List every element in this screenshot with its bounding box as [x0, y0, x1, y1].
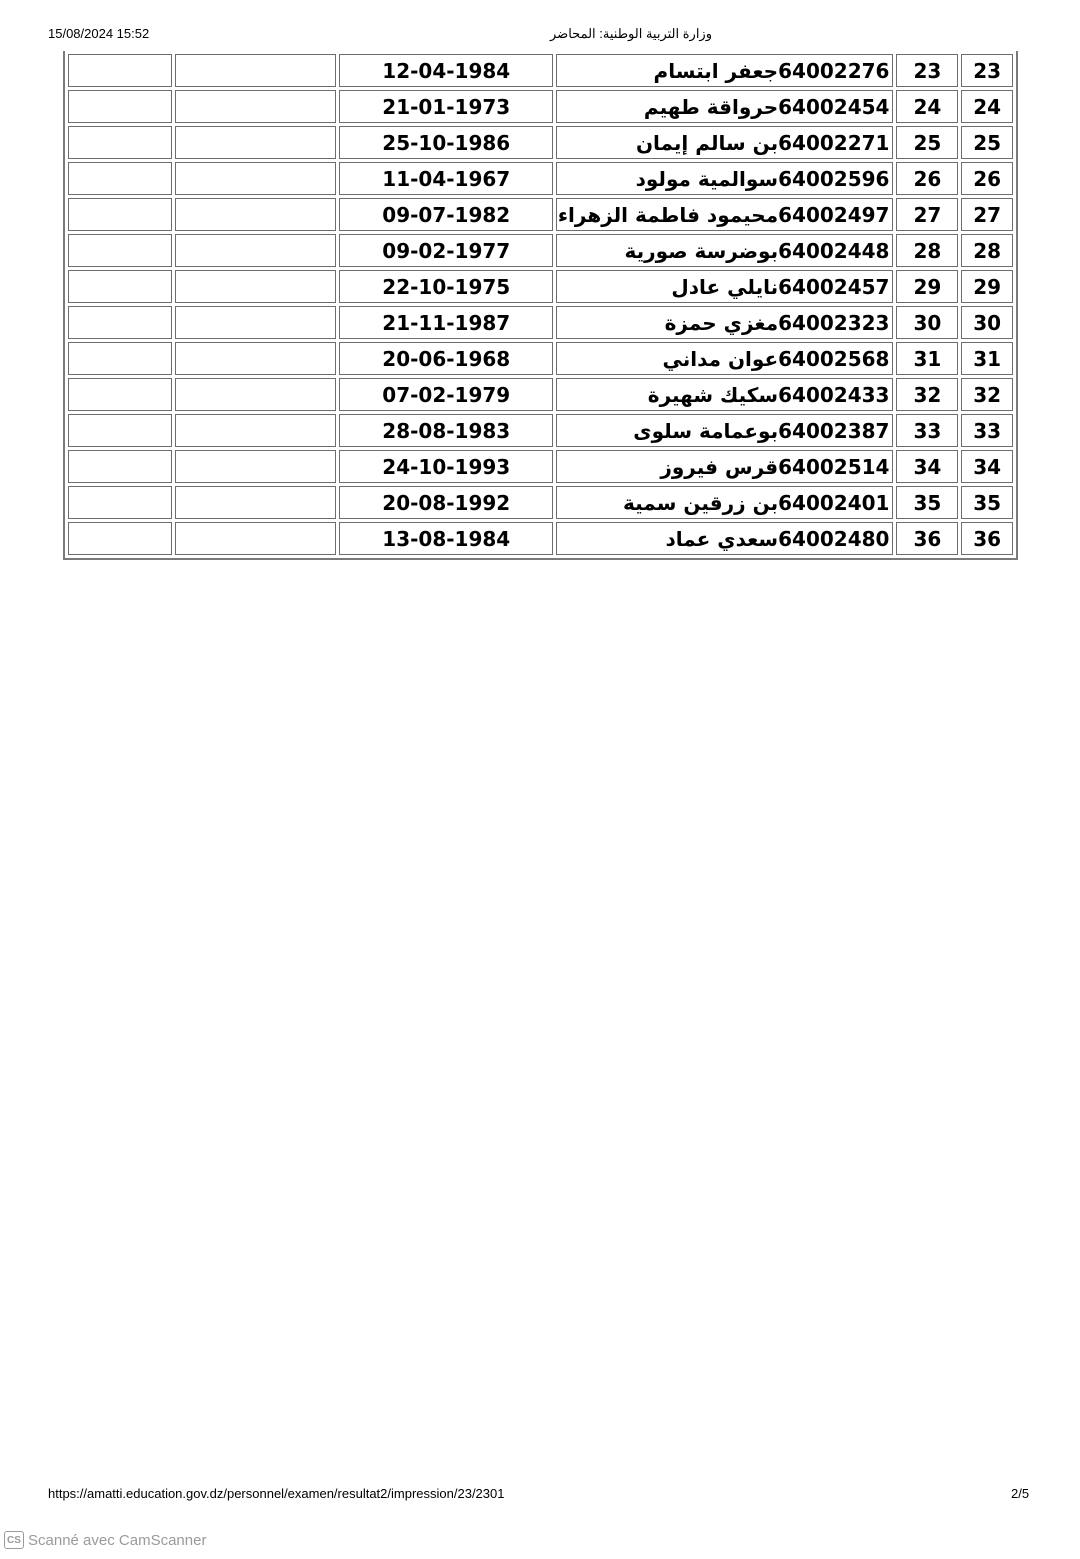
print-title: وزارة التربية الوطنية: المحاضر [550, 26, 712, 41]
empty-cell [68, 126, 172, 159]
candidate-name: بوعمامة سلوى [633, 418, 779, 443]
birth-date-cell: 11-04-1967 [339, 162, 553, 195]
camscanner-watermark [4, 1531, 206, 1549]
rank-cell: 35 [896, 486, 958, 519]
candidate-id: 64002433 [778, 382, 890, 407]
empty-cell [175, 342, 337, 375]
table-row [68, 486, 1013, 519]
candidate-name: جعفر ابتسام [653, 58, 779, 83]
rank-cell: 28 [896, 234, 958, 267]
candidate-name: حرواقة طهيم [643, 94, 779, 119]
empty-cell [68, 414, 172, 447]
birth-date-cell: 09-07-1982 [339, 198, 553, 231]
candidate-name: مغزي حمزة [664, 310, 779, 335]
empty-cell [175, 54, 337, 87]
candidate-id: 64002387 [778, 418, 890, 443]
id-name-cell [556, 90, 893, 123]
results-table-body [68, 54, 1013, 555]
candidate-id: 64002480 [778, 526, 890, 551]
empty-cell [175, 486, 337, 519]
row-number-cell: 23 [961, 54, 1013, 87]
birth-date-cell: 28-08-1983 [339, 414, 553, 447]
empty-cell [68, 90, 172, 123]
empty-cell [68, 270, 172, 303]
candidate-name: سكيك شهيرة [647, 382, 779, 407]
empty-cell [175, 450, 337, 483]
page-number: 2/5 [1011, 1486, 1030, 1501]
id-name-cell [556, 54, 893, 87]
rank-cell: 27 [896, 198, 958, 231]
empty-cell [175, 306, 337, 339]
candidate-id: 64002497 [778, 202, 890, 227]
candidate-name: نايلي عادل [671, 274, 779, 299]
birth-date-cell: 20-08-1992 [339, 486, 553, 519]
table-row [68, 270, 1013, 303]
candidate-name: سعدي عماد [665, 526, 779, 551]
birth-date-cell: 07-02-1979 [339, 378, 553, 411]
candidate-name: بن سالم إيمان [635, 130, 779, 155]
row-number-cell: 27 [961, 198, 1013, 231]
id-name-cell [556, 486, 893, 519]
birth-date-cell: 24-10-1993 [339, 450, 553, 483]
candidate-id: 64002454 [778, 94, 890, 119]
rank-cell: 34 [896, 450, 958, 483]
id-name-cell [556, 306, 893, 339]
rank-cell: 29 [896, 270, 958, 303]
row-number-cell: 26 [961, 162, 1013, 195]
rank-cell: 36 [896, 522, 958, 555]
id-name-cell [556, 450, 893, 483]
id-name-cell [556, 162, 893, 195]
row-number-cell: 28 [961, 234, 1013, 267]
candidate-id: 64002323 [778, 310, 890, 335]
empty-cell [175, 126, 337, 159]
birth-date-cell: 21-01-1973 [339, 90, 553, 123]
empty-cell [175, 90, 337, 123]
empty-cell [68, 342, 172, 375]
rank-cell: 23 [896, 54, 958, 87]
empty-cell [175, 162, 337, 195]
row-number-cell: 30 [961, 306, 1013, 339]
empty-cell [175, 414, 337, 447]
row-number-cell: 29 [961, 270, 1013, 303]
rank-cell: 25 [896, 126, 958, 159]
birth-date-cell: 20-06-1968 [339, 342, 553, 375]
id-name-cell [556, 198, 893, 231]
camscanner-logo-icon: CS [4, 1531, 24, 1549]
candidate-name: قرس فيروز [660, 454, 779, 479]
empty-cell [68, 378, 172, 411]
empty-cell [68, 54, 172, 87]
row-number-cell: 33 [961, 414, 1013, 447]
table-row [68, 234, 1013, 267]
birth-date-cell: 13-08-1984 [339, 522, 553, 555]
row-number-cell: 35 [961, 486, 1013, 519]
empty-cell [68, 306, 172, 339]
empty-cell [175, 522, 337, 555]
candidate-id: 64002457 [778, 274, 890, 299]
candidate-name: محيمود فاطمة الزهراء [557, 202, 779, 227]
id-name-cell [556, 270, 893, 303]
watermark-text: Scanné avec CamScanner [28, 1531, 207, 1549]
rank-cell: 32 [896, 378, 958, 411]
table-row [68, 414, 1013, 447]
candidate-id: 64002271 [778, 130, 890, 155]
row-number-cell: 31 [961, 342, 1013, 375]
birth-date-cell: 09-02-1977 [339, 234, 553, 267]
empty-cell [68, 198, 172, 231]
rank-cell: 26 [896, 162, 958, 195]
empty-cell [68, 162, 172, 195]
table-row [68, 54, 1013, 87]
table-row [68, 342, 1013, 375]
row-number-cell: 24 [961, 90, 1013, 123]
id-name-cell [556, 126, 893, 159]
empty-cell [68, 450, 172, 483]
birth-date-cell: 25-10-1986 [339, 126, 553, 159]
candidate-id: 64002514 [778, 454, 890, 479]
rank-cell: 31 [896, 342, 958, 375]
birth-date-cell: 21-11-1987 [339, 306, 553, 339]
id-name-cell [556, 522, 893, 555]
row-number-cell: 34 [961, 450, 1013, 483]
table-row [68, 90, 1013, 123]
row-number-cell: 32 [961, 378, 1013, 411]
empty-cell [175, 378, 337, 411]
empty-cell [175, 234, 337, 267]
empty-cell [68, 234, 172, 267]
candidate-id: 64002276 [778, 58, 890, 83]
candidate-name: سوالمية مولود [635, 166, 779, 191]
birth-date-cell: 22-10-1975 [339, 270, 553, 303]
rank-cell: 33 [896, 414, 958, 447]
candidate-id: 64002596 [778, 166, 890, 191]
table-row [68, 162, 1013, 195]
id-name-cell [556, 414, 893, 447]
candidate-name: بن زرقين سمية [623, 490, 779, 515]
id-name-cell [556, 342, 893, 375]
empty-cell [68, 522, 172, 555]
id-name-cell [556, 234, 893, 267]
table-row [68, 198, 1013, 231]
row-number-cell: 36 [961, 522, 1013, 555]
empty-cell [68, 486, 172, 519]
table-row [68, 522, 1013, 555]
rank-cell: 30 [896, 306, 958, 339]
candidate-id: 64002568 [778, 346, 890, 371]
candidate-id: 64002448 [778, 238, 890, 263]
print-datetime: 15/08/2024 15:52 [48, 26, 150, 41]
candidate-id: 64002401 [778, 490, 890, 515]
birth-date-cell: 12-04-1984 [339, 54, 553, 87]
table-row [68, 126, 1013, 159]
empty-cell [175, 270, 337, 303]
results-table [63, 51, 1018, 560]
table-row [68, 450, 1013, 483]
table-row [68, 306, 1013, 339]
empty-cell [175, 198, 337, 231]
candidate-name: بوضرسة صورية [624, 238, 779, 263]
table-row [68, 378, 1013, 411]
rank-cell: 24 [896, 90, 958, 123]
id-name-cell [556, 378, 893, 411]
candidate-name: عوان مداني [662, 346, 779, 371]
row-number-cell: 25 [961, 126, 1013, 159]
print-url: https://amatti.education.gov.dz/personnel/examen/resultat2/impression/23/2301 [48, 1486, 505, 1501]
